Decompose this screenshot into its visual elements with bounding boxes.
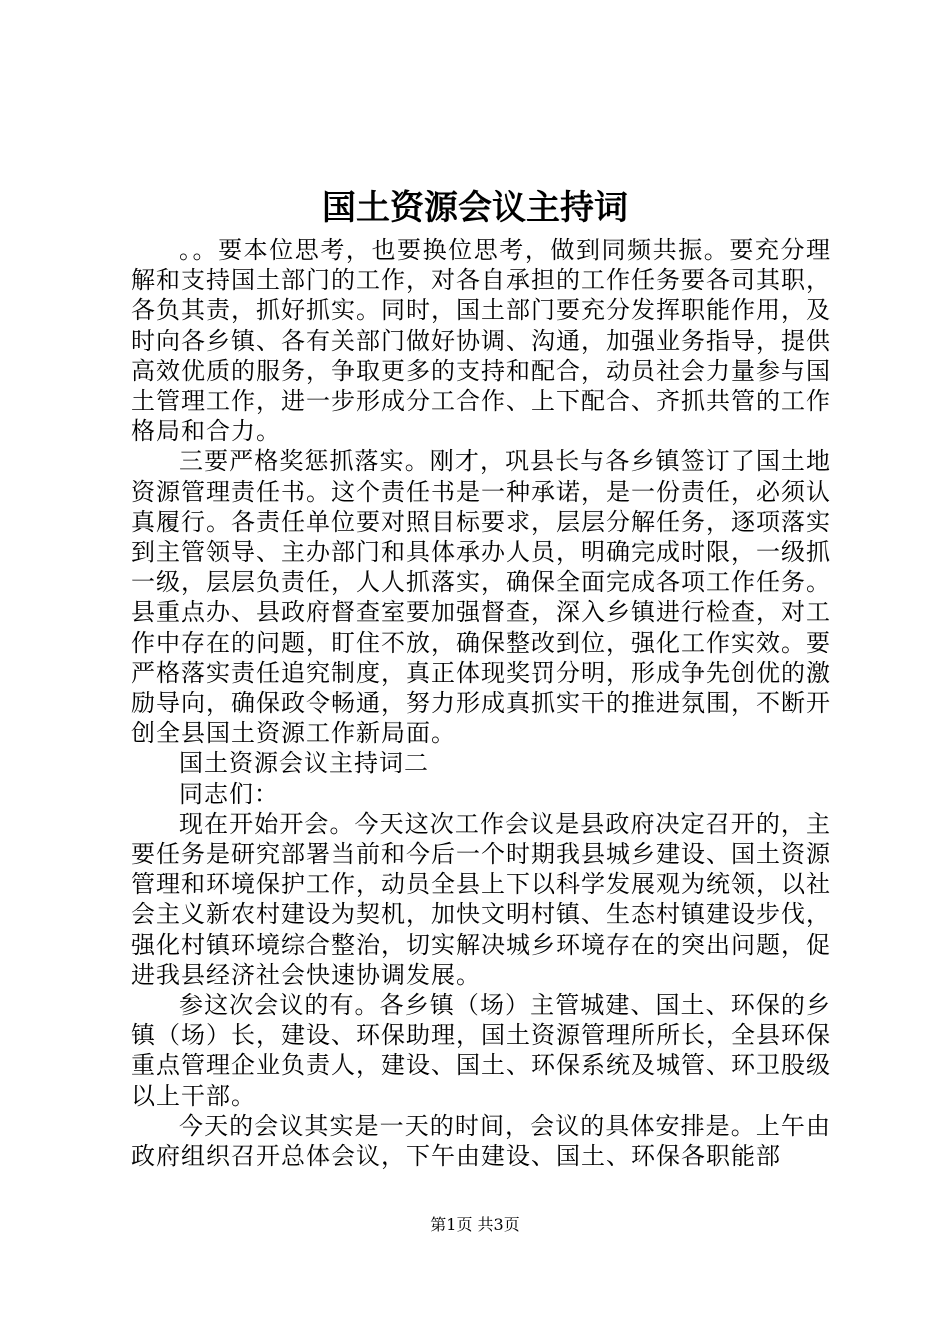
document-title: 国土资源会议主持词 [322, 188, 628, 228]
section-heading: 国土资源会议主持词二 [179, 749, 429, 778]
page-footer: 第1页 共3页 [430, 1215, 520, 1234]
paragraph: 今天的会议其实是一天的时间，会议的具体安排是。上午由政府组织召开总体会议，下午由建设、国土、环保各职能部 [131, 1111, 831, 1171]
paragraph: 参这次会议的有。各乡镇（场）主管城建、国土、环保的乡镇（场）长，建设、环保助理，国土资源管理所所长，全县环保重点管理企业负责人，建设、国土、环保系统及城管、环卫股级以上干部。 [131, 991, 831, 1110]
paragraph: 现在开始开会。今天这次工作会议是县政府决定召开的，主要任务是研究部署当前和今后一个时期我县城乡建设、国土资源管理和环境保护工作，动员全县上下以科学发展观为统领，以社会主义新农村建设为契机，加快文明村镇、生态村镇建设步伐，强化村镇环境综合整治，切实解决城乡环境存在的突出问题，促进我县经济社会快速协调发展。 [131, 809, 831, 989]
document-body [131, 235, 831, 1171]
paragraph: 。。要本位思考，也要换位思考，做到同频共振。要充分理解和支持国土部门的工作，对各自承担的工作任务要各司其职，各负其责，抓好抓实。同时，国土部门要充分发挥职能作用，及时向各乡镇、各有关部门做好协调、沟通，加强业务指导，提供高效优质的服务，争取更多的支持和配合，动员社会力量参与国土管理工作，进一步形成分工合作、上下配合、齐抓共管的工作格局和合力。 [131, 236, 831, 446]
salutation: 同志们： [179, 779, 279, 808]
paragraph: 三要严格奖惩抓落实。刚才，巩县长与各乡镇签订了国土地资源管理责任书。这个责任书是一种承诺，是一份责任，必须认真履行。各责任单位要对照目标要求，层层分解任务，逐项落实到主管领导、主办部门和具体承办人员，明确完成时限，一级抓一级，层层负责任，人人抓落实，确保全面完成各项工作任务。县重点办、县政府督查室要加强督查，深入乡镇进行检查，对工作中存在的问题，盯住不放，确保整改到位，强化工作实效。要严格落实责任追究制度，真正体现奖罚分明，形成争先创优的激励导向，确保政令畅通，努力形成真抓实干的推进氛围，不断开创全县国土资源工作新局面。 [131, 447, 831, 748]
